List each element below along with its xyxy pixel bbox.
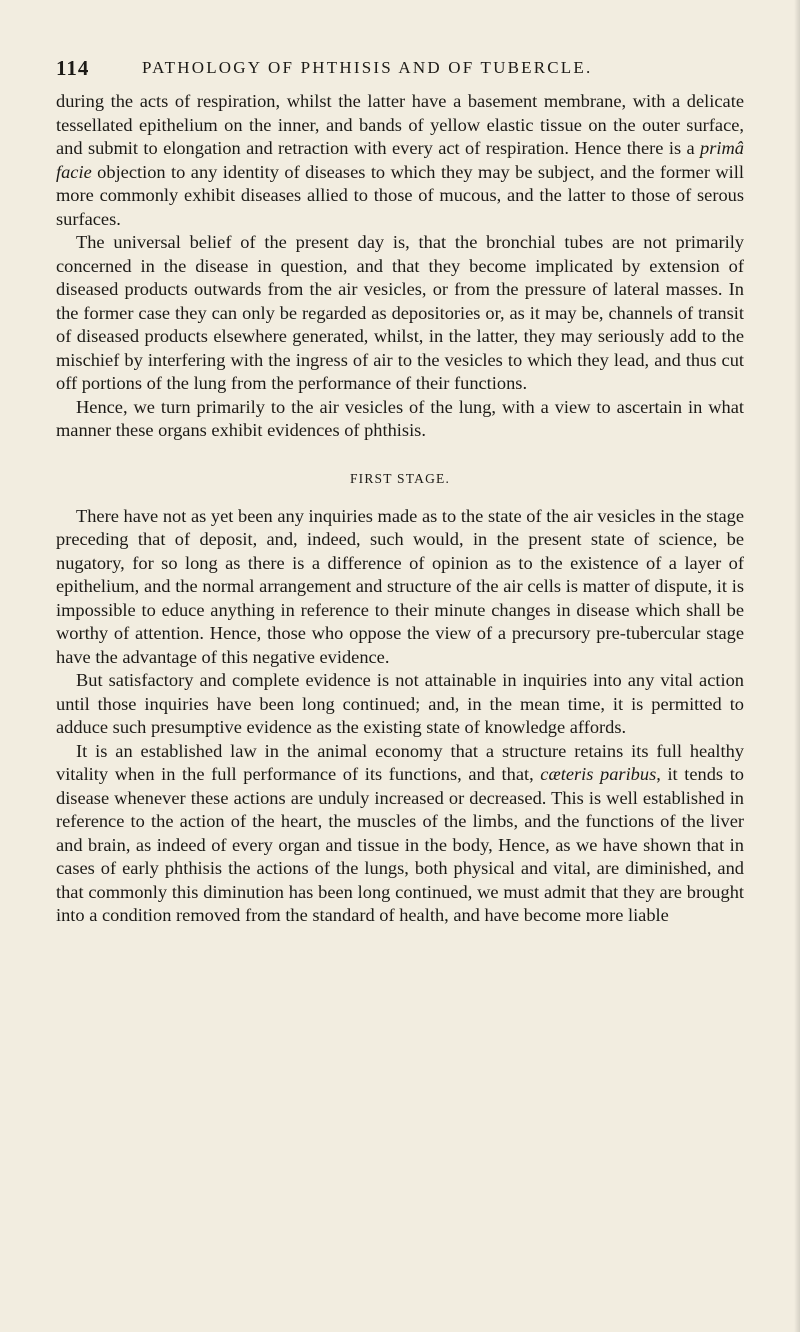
paragraph-6-text-a: It is an established law in the animal economy that a structure retains its full healthy vitality when in the full performance of its functions, and that,: [56, 740, 744, 784]
paragraph-1-text-b: objection to any identity of diseases to which they may be subject, and the former will more commonly exhibit diseases allied to those of mucous, and the latter to those of serous surfaces.: [56, 161, 744, 229]
paragraph-2: The universal belief of the present day is, that the bronchial tubes are not primarily concerned in the disease in question, and that they become implicated by extension of diseased products outwards from the air vesicles, or from the pressure of lateral masses. In the former case they can only be regarded as depositories or, as it may be, channels of transit of diseased products elsewhere generated, whilst, in the latter, they may seriously add to the mischief by interfering with the ingress of air to the vesicles to which they lead, and thus cut off portions of the lung from the performance of their functions.: [56, 232, 744, 393]
paragraph-3: Hence, we turn primarily to the air vesicles of the lung, with a view to ascertain in what manner these organs exhibit evidences of phthisis.: [56, 396, 744, 440]
paragraph-1-italic: primâ facie: [56, 138, 744, 182]
paragraph-1-text-a: during the acts of respiration, whilst the latter have a basement membrane, with a delicate tessellated epithelium on the inner, and bands of yellow elastic tissue on the outer surface, and submit to elongation and retraction with every act of respiration. Hence there is a: [56, 91, 744, 158]
paragraph-6-italic: cæteris paribus: [540, 764, 657, 784]
running-title: PATHOLOGY OF PHTHISIS AND OF TUBERCLE.: [142, 58, 593, 77]
paragraph-4: There have not as yet been any inquiries made as to the state of the air vesicles in the stage preceding that of deposit, and, indeed, such would, in the present state of science, be nugatory, for so long as there is a difference of opinion as to the existence of a layer of epithelium, and the normal arrangement and structure of the air cells is matter of dispute, it is impossible to educe anything in reference to their minute changes in disease which shall be worthy of attention. Hence, those who oppose the view of a precursory pre-tubercular stage have the advantage of this negative evidence.: [56, 505, 744, 667]
page-edge-shadow: [794, 0, 800, 1332]
paragraph-1: [56, 90, 744, 231]
paragraph-6-text-b: , it tends to disease whenever these actions are unduly increased or decreased. This is well established in reference to the action of the heart, the muscles of the limbs, and the functions of the liver and brain, as indeed of every organ and tissue in the body, Hence, as we have shown that in cases of early phthisis the actions of the lungs, both physical and vital, are diminished, and that commonly this diminution has been long continued, we must admit that they are brought into a condition removed from the standard of health, and have become more liable: [56, 764, 744, 925]
page-number: 114: [56, 56, 90, 80]
paragraph-5: But satisfactory and complete evidence is not attainable in inquiries into any vital action until those inquiries have been long continued; and, in the mean time, it is permitted to adduce such presumptive evidence as the existing state of knowledge affords.: [56, 670, 744, 737]
book-page: [56, 56, 744, 928]
paragraph-6: [56, 740, 744, 928]
running-head: [56, 56, 744, 84]
section-heading: FIRST STAGE.: [349, 470, 451, 486]
